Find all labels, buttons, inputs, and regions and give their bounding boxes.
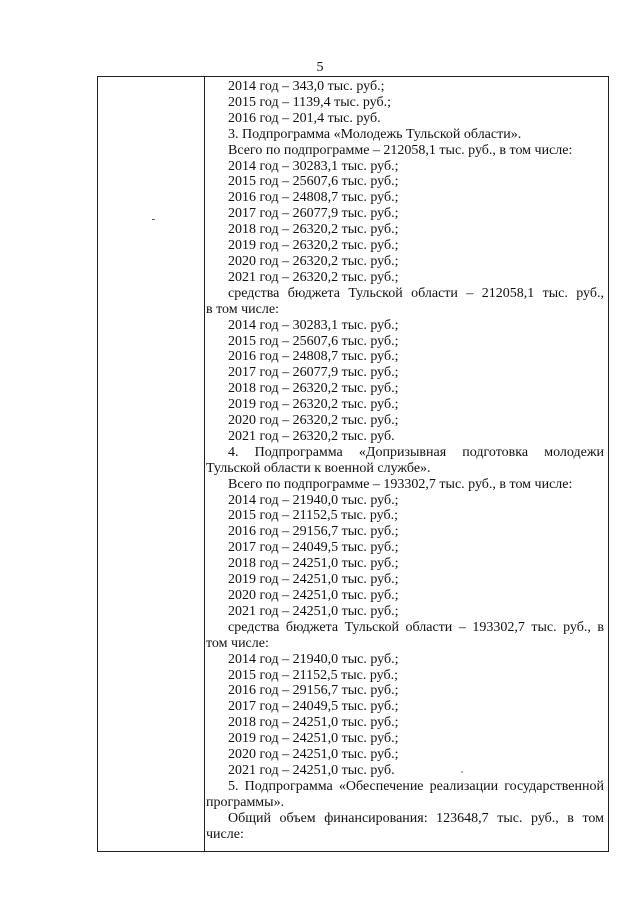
funding-text-cell (206, 79, 604, 843)
subprogram-4-heading: 4. Подпрограмма «Допризывная подготовка молодежи (228, 444, 604, 460)
text-line: 2020 год – 24251,0 тыс. руб.; (228, 747, 399, 763)
text-line: 2018 год – 24251,0 тыс. руб.; (228, 715, 399, 731)
scan-speck (461, 771, 463, 773)
text-line: 2017 год – 26077,9 тыс. руб.; (228, 365, 399, 381)
text-line: 2018 год – 26320,2 тыс. руб.; (228, 381, 399, 397)
text-line: 2019 год – 24251,0 тыс. руб.; (228, 731, 399, 747)
page-number: 5 (316, 60, 324, 75)
text-line: 2018 год – 24251,0 тыс. руб.; (228, 556, 399, 572)
text-line: 2020 год – 26320,2 тыс. руб.; (228, 413, 399, 429)
text-line: 2021 год – 24251,0 тыс. руб.; (228, 603, 399, 619)
text-line: 2016 год – 24808,7 тыс. руб.; (228, 349, 399, 365)
text-line: 2020 год – 24251,0 тыс. руб.; (228, 588, 399, 603)
text-line: Общий объем финансирования: 123648,7 тыс. руб., в том (228, 810, 604, 826)
text-line: в том числе: (206, 301, 279, 317)
text-line: средства бюджета Тульской области – 193302,7 тыс. руб., в (228, 619, 604, 635)
text-line: 2018 год – 26320,2 тыс. руб.; (228, 222, 399, 238)
text-line: 2020 год – 26320,2 тыс. руб.; (228, 253, 399, 269)
text-line: 2015 год – 21152,5 тыс. руб.; (228, 508, 398, 524)
text-line: 2014 год – 21940,0 тыс. руб.; (228, 651, 399, 667)
text-line: 2021 год – 26320,2 тыс. руб.; (228, 269, 399, 285)
subprogram-3-heading: 3. Подпрограмма «Молодежь Тульской области». (228, 126, 522, 142)
text-line: 2016 год – 29156,7 тыс. руб.; (228, 524, 399, 540)
text-line: 2014 год – 30283,1 тыс. руб.; (228, 317, 399, 333)
text-line: Всего по подпрограмме – 193302,7 тыс. руб., в том числе: (228, 476, 573, 492)
text-line: программы». (206, 794, 285, 810)
text-line: 2015 год – 25607,6 тыс. руб.; (228, 333, 399, 349)
text-line: 2015 год – 1139,4 тыс. руб.; (228, 94, 391, 110)
text-line: 2014 год – 343,0 тыс. руб.; (228, 79, 385, 94)
subprogram-5-heading: 5. Подпрограмма «Обеспечение реализации государственной (228, 778, 604, 794)
column-divider (204, 77, 205, 851)
text-line: 2014 год – 21940,0 тыс. руб.; (228, 492, 399, 508)
text-line: 2019 год – 26320,2 тыс. руб.; (228, 238, 399, 254)
text-line: 2015 год – 21152,5 тыс. руб.; (228, 667, 398, 683)
text-line: 2016 год – 24808,7 тыс. руб.; (228, 190, 399, 206)
text-line: Всего по подпрограмме – 212058,1 тыс. руб., в том числе: (228, 142, 573, 158)
text-line: числе: (206, 826, 244, 842)
text-line: Тульской области к военной службе». (206, 460, 431, 476)
text-line: средства бюджета Тульской области – 212058,1 тыс. руб., (228, 285, 604, 301)
document-table (97, 76, 609, 852)
text-line: 2021 год – 24251,0 тыс. руб. (228, 762, 395, 778)
text-line: 2016 год – 201,4 тыс. руб. (228, 110, 381, 126)
text-line: том числе: (206, 635, 269, 651)
text-line: 2016 год – 29156,7 тыс. руб.; (228, 683, 399, 699)
text-line: 2015 год – 25607,6 тыс. руб.; (228, 174, 399, 190)
text-line: 2014 год – 30283,1 тыс. руб.; (228, 158, 399, 174)
margin-tick-mark (152, 219, 155, 220)
text-line: 2021 год – 26320,2 тыс. руб. (228, 428, 395, 444)
text-line: 2017 год – 24049,5 тыс. руб.; (228, 540, 399, 556)
text-line: 2017 год – 26077,9 тыс. руб.; (228, 206, 399, 222)
text-line: 2017 год – 24049,5 тыс. руб.; (228, 699, 399, 715)
text-line: 2019 год – 24251,0 тыс. руб.; (228, 572, 399, 588)
text-line: 2019 год – 26320,2 тыс. руб.; (228, 397, 399, 413)
